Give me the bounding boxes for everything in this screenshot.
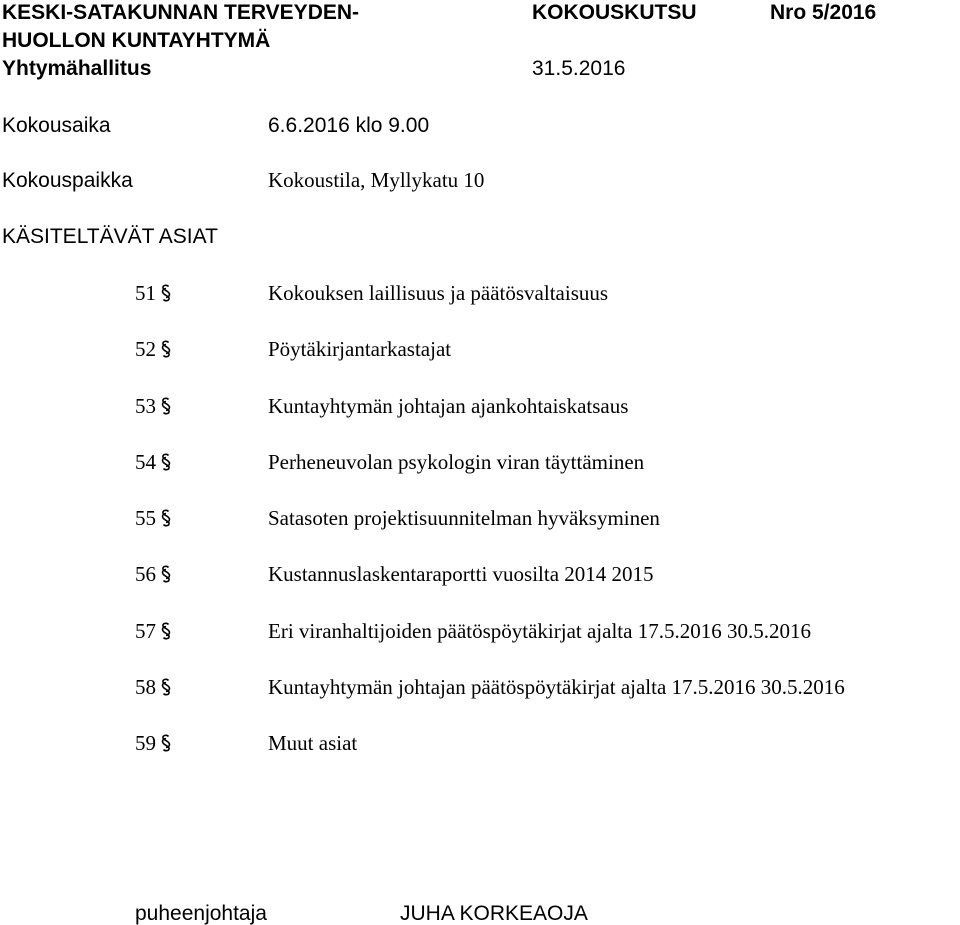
signature-role: puheenjohtaja (135, 902, 267, 925)
organization-name-line1: KESKI-SATAKUNNAN TERVEYDEN- (2, 1, 360, 24)
agenda-item-number: 59 (135, 731, 156, 755)
agenda-item-title: Kokouksen laillisuus ja päätösvaltaisuus (268, 281, 609, 305)
agenda-item-title: Kuntayhtymän johtajan päätöspöytäkirjat ajalta 17.5.2016 30.5.2016 (268, 675, 845, 699)
agenda-item (135, 677, 172, 698)
document-type: KOKOUSKUTSU (532, 1, 697, 24)
agenda-item (135, 339, 172, 360)
agenda-item-number: 58 (135, 675, 156, 699)
section-sign-icon (160, 453, 172, 471)
agenda-item (135, 283, 172, 304)
agenda-item (135, 621, 172, 642)
governing-body-name: Yhtymähallitus (2, 57, 152, 80)
agenda-item-title: Pöytäkirjantarkastajat (268, 337, 452, 361)
section-sign-icon (160, 734, 172, 752)
section-sign-icon (160, 565, 172, 583)
agenda-item-number: 53 (135, 394, 156, 418)
agenda-item-number: 51 (135, 281, 156, 305)
agenda-item-title: Eri viranhaltijoiden päätöspöytäkirjat ajalta 17.5.2016 30.5.2016 (268, 619, 811, 643)
organization-name-line2: HUOLLON KUNTAYHTYMÄ (2, 29, 271, 52)
document-number: Nro 5/2016 (770, 1, 877, 24)
section-sign-icon (160, 509, 172, 527)
agenda-item-title: Kustannuslaskentaraportti vuosilta 2014 2015 (268, 562, 654, 586)
agenda-item-number: 57 (135, 619, 156, 643)
agenda-item-number: 55 (135, 506, 156, 530)
signature-name: JUHA KORKEAOJA (400, 902, 588, 925)
meeting-place-value: Kokoustila, Myllykatu 10 (268, 168, 485, 192)
agenda-item-title: Satasoten projektisuunnitelman hyväksyminen (268, 506, 660, 530)
section-sign-icon (160, 340, 172, 358)
agenda-item (135, 508, 172, 529)
section-sign-icon (160, 397, 172, 415)
agenda-item-number: 54 (135, 450, 156, 474)
section-sign-icon (160, 284, 172, 302)
agenda-item (135, 733, 172, 754)
meeting-place-label: Kokouspaikka (2, 169, 133, 192)
agenda-item-title: Kuntayhtymän johtajan ajankohtaiskatsaus (268, 394, 629, 418)
document-date: 31.5.2016 (532, 57, 626, 80)
section-sign-icon (160, 678, 172, 696)
agenda-item-number: 56 (135, 562, 156, 586)
meeting-time-value: 6.6.2016 klo 9.00 (268, 114, 430, 137)
agenda-heading: KÄSITELTÄVÄT ASIAT (2, 225, 218, 248)
agenda-item-title: Perheneuvolan psykologin viran täyttäminen (268, 450, 645, 474)
agenda-item (135, 564, 172, 585)
agenda-item (135, 452, 172, 473)
agenda-item (135, 396, 172, 417)
meeting-time-label: Kokousaika (2, 114, 111, 137)
agenda-item-title: Muut asiat (268, 731, 358, 755)
agenda-item-number: 52 (135, 337, 156, 361)
section-sign-icon (160, 622, 172, 640)
